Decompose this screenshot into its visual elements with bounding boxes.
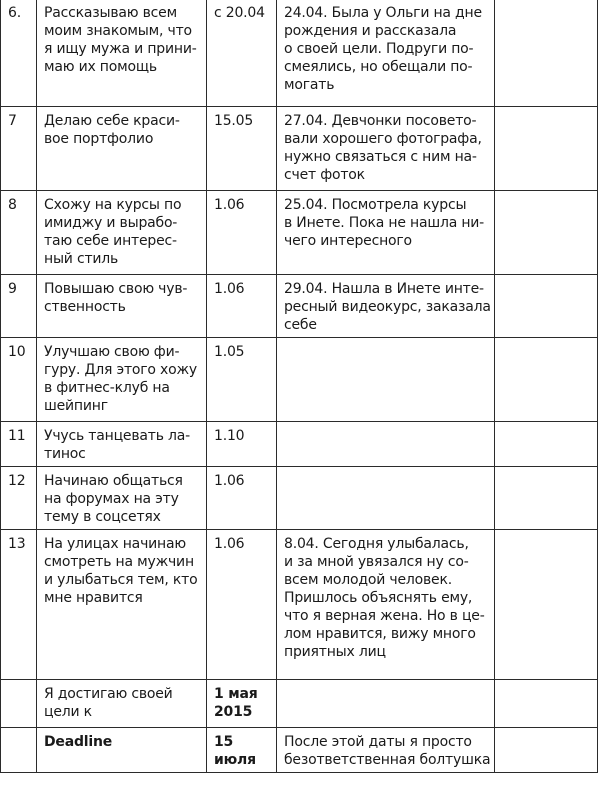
empty-cell <box>495 191 598 275</box>
cell-text-line: маю их помощь <box>44 59 157 75</box>
cell-text-line: и за мной увязался ну со- <box>284 554 469 570</box>
cell-text-line: Делаю себе краси- <box>44 113 180 129</box>
cell-text-line: шейпинг <box>44 398 108 414</box>
table-row <box>1 728 598 773</box>
progress-note-cell <box>277 467 495 530</box>
action-cell <box>37 680 207 728</box>
cell-text-line: Пришлось объяснять ему, <box>284 590 473 606</box>
cell-text-line: чего интересного <box>284 233 412 249</box>
table-row <box>1 467 598 530</box>
cell-text-line: о своей цели. Подруги по- <box>284 41 474 57</box>
table-row <box>1 422 598 467</box>
table-row <box>1 191 598 275</box>
row-number-cell <box>1 275 37 338</box>
cell-text-line: могать <box>284 77 335 93</box>
row-number-cell <box>1 338 37 422</box>
cell-text-line: Улучшаю свою фи- <box>44 344 180 360</box>
cell-text-line: что я верная жена. Но в це- <box>284 608 485 624</box>
table-row <box>1 275 598 338</box>
action-cell <box>37 467 207 530</box>
progress-note-cell <box>277 191 495 275</box>
cell-text-line: 7 <box>8 113 17 129</box>
progress-note-cell <box>277 530 495 680</box>
deadline-date-cell <box>207 107 277 191</box>
cell-text-line: счет фоток <box>284 167 365 183</box>
empty-cell <box>495 728 598 773</box>
table-row <box>1 338 598 422</box>
cell-text-line: лом нравится, вижу много <box>284 626 476 642</box>
cell-text-line: в фитнес-клуб на <box>44 380 170 396</box>
cell-text-line: себе <box>284 317 317 333</box>
cell-text-line: Deadline <box>44 734 113 750</box>
row-number-cell <box>1 680 37 728</box>
cell-text-line: на форумах на эту <box>44 491 179 507</box>
cell-text-line: и улыбаться тем, кто <box>44 572 198 588</box>
cell-text-line: имиджу и вырабо- <box>44 215 178 231</box>
cell-text-line: рождения и рассказала <box>284 23 457 39</box>
cell-text-line: мне нравится <box>44 590 143 606</box>
cell-text-line: 27.04. Девчонки посовето- <box>284 113 477 129</box>
action-cell <box>37 530 207 680</box>
action-cell <box>37 338 207 422</box>
cell-text-line: в Инете. Пока не нашла ни- <box>284 215 485 231</box>
cell-text-line: 15.05 <box>214 113 254 129</box>
cell-text-line: 12 <box>8 473 26 489</box>
cell-text-line: ственность <box>44 299 126 315</box>
cell-text-line: 1.05 <box>214 344 245 360</box>
table-row <box>1 0 598 107</box>
cell-text-line: 13 <box>8 536 26 552</box>
empty-cell <box>495 530 598 680</box>
cell-text-line: с 20.04 <box>214 5 265 21</box>
cell-text-line: тинос <box>44 446 86 462</box>
empty-cell <box>495 680 598 728</box>
progress-note-cell <box>277 107 495 191</box>
cell-text-line: 11 <box>8 428 26 444</box>
cell-text-line: вали хорошего фотографа, <box>284 131 482 147</box>
cell-text-line: нужно связаться с ним на- <box>284 149 477 165</box>
table-row <box>1 680 598 728</box>
cell-text-line: 15 <box>214 734 234 750</box>
row-number-cell <box>1 728 37 773</box>
cell-text-line: ный стиль <box>44 251 119 267</box>
progress-note-cell <box>277 0 495 107</box>
cell-text-line: Я достигаю своей <box>44 686 173 702</box>
cell-text-line: 1 мая <box>214 686 258 702</box>
cell-text-line: ресный видеокурс, заказала <box>284 299 491 315</box>
row-number-cell <box>1 467 37 530</box>
cell-text-line: 1.06 <box>214 197 245 213</box>
row-number-cell <box>1 422 37 467</box>
cell-text-line: июля <box>214 752 256 768</box>
cell-text-line: 10 <box>8 344 26 360</box>
cell-text-line: Учусь танцевать ла- <box>44 428 190 444</box>
deadline-date-cell <box>207 338 277 422</box>
cell-text-line: 1.06 <box>214 536 245 552</box>
cell-text-line: 1.06 <box>214 281 245 297</box>
table-body <box>1 0 598 773</box>
action-cell <box>37 191 207 275</box>
cell-text-line: 9 <box>8 281 17 297</box>
cell-text-line: таю себе интерес- <box>44 233 177 249</box>
cell-text-line: 1.06 <box>214 473 245 489</box>
cell-text-line: 2015 <box>214 704 253 720</box>
table-row <box>1 107 598 191</box>
cell-text-line: 29.04. Нашла в Инете инте- <box>284 281 484 297</box>
deadline-date-cell <box>207 275 277 338</box>
cell-text-line: всем молодой человек. <box>284 572 452 588</box>
action-cell <box>37 422 207 467</box>
empty-cell <box>495 338 598 422</box>
deadline-date-cell <box>207 191 277 275</box>
cell-text-line: приятных лиц <box>284 644 386 660</box>
empty-cell <box>495 107 598 191</box>
cell-text-line: 6. <box>8 5 21 21</box>
cell-text-line: После этой даты я просто <box>284 734 472 750</box>
cell-text-line: 25.04. Посмотрела курсы <box>284 197 467 213</box>
progress-note-cell <box>277 728 495 773</box>
deadline-date-cell <box>207 680 277 728</box>
action-cell <box>37 275 207 338</box>
action-cell <box>37 0 207 107</box>
empty-cell <box>495 467 598 530</box>
cell-text-line: безответственная болтушка <box>284 752 491 768</box>
row-number-cell <box>1 107 37 191</box>
deadline-date-cell <box>207 422 277 467</box>
deadline-date-cell <box>207 728 277 773</box>
cell-text-line: Начинаю общаться <box>44 473 183 489</box>
row-number-cell <box>1 0 37 107</box>
deadline-date-cell <box>207 530 277 680</box>
cell-text-line: 8.04. Сегодня улыбалась, <box>284 536 469 552</box>
table-row <box>1 530 598 680</box>
empty-cell <box>495 0 598 107</box>
cell-text-line: моим знакомым, что <box>44 23 192 39</box>
progress-note-cell <box>277 422 495 467</box>
progress-note-cell <box>277 275 495 338</box>
cell-text-line: вое портфолио <box>44 131 154 147</box>
progress-note-cell <box>277 680 495 728</box>
cell-text-line: Повышаю свою чув- <box>44 281 188 297</box>
cell-text-line: 24.04. Была у Ольги на дне <box>284 5 482 21</box>
empty-cell <box>495 275 598 338</box>
cell-text-line: я ищу мужа и прини- <box>44 41 197 57</box>
cell-text-line: гуру. Для этого хожу <box>44 362 197 378</box>
action-cell <box>37 728 207 773</box>
progress-note-cell <box>277 338 495 422</box>
row-number-cell <box>1 191 37 275</box>
cell-text-line: 1.10 <box>214 428 245 444</box>
deadline-date-cell <box>207 0 277 107</box>
cell-text-line: смеялись, но обещали по- <box>284 59 473 75</box>
cell-text-line: цели к <box>44 704 92 720</box>
cell-text-line: тему в соцсетях <box>44 509 161 525</box>
row-number-cell <box>1 530 37 680</box>
cell-text-line: 8 <box>8 197 17 213</box>
cell-text-line: Рассказываю всем <box>44 5 177 21</box>
cell-text-line: Схожу на курсы по <box>44 197 182 213</box>
empty-cell <box>495 422 598 467</box>
cell-text-line: смотреть на мужчин <box>44 554 194 570</box>
deadline-date-cell <box>207 467 277 530</box>
action-cell <box>37 107 207 191</box>
cell-text-line: На улицах начинаю <box>44 536 186 552</box>
